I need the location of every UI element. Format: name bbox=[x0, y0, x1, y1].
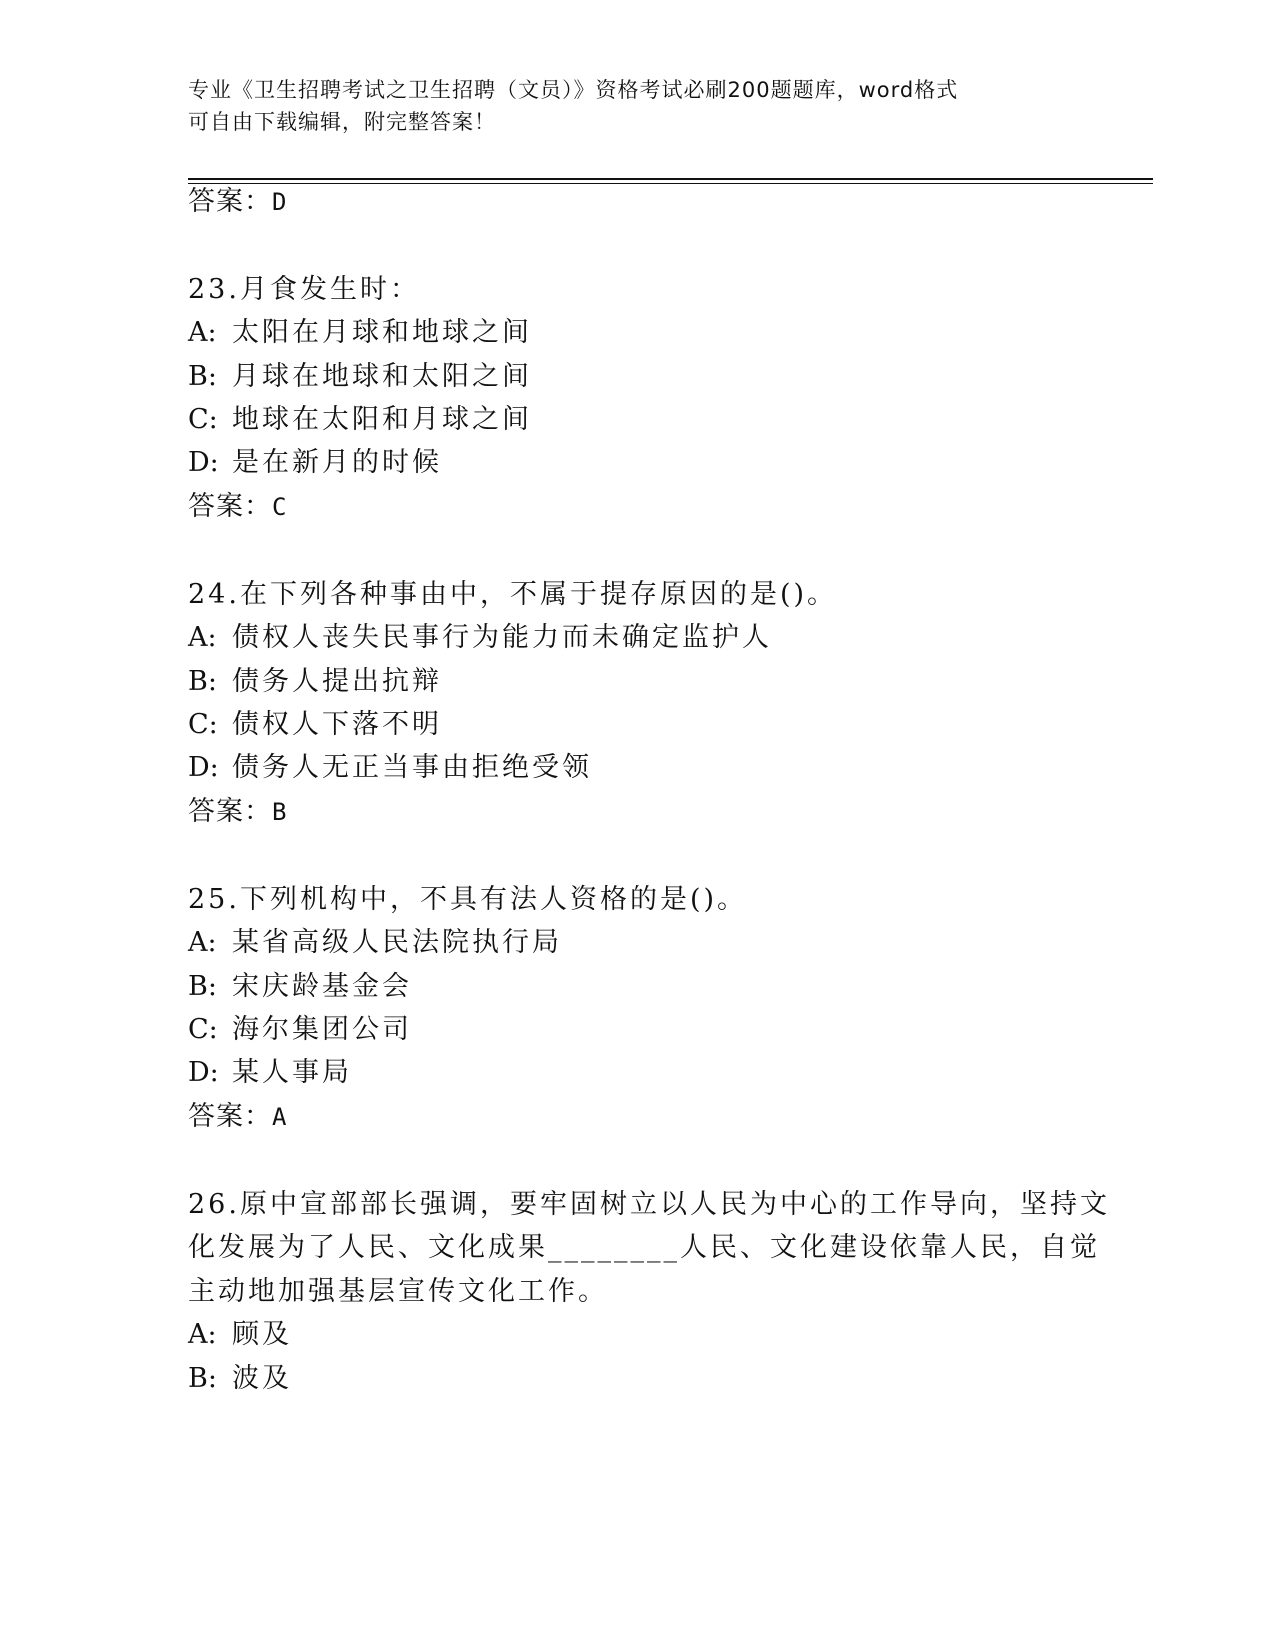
option-text: 顾及 bbox=[232, 1319, 292, 1350]
option-key: D: bbox=[188, 752, 219, 783]
option-text: 是在新月的时候 bbox=[232, 447, 442, 478]
answer-line bbox=[188, 182, 287, 222]
option-key: C: bbox=[188, 1014, 218, 1045]
option-b bbox=[188, 967, 412, 1007]
option-text: 海尔集团公司 bbox=[232, 1014, 412, 1045]
question-stem-line-3: 主动地加强基层宣传文化工作。 bbox=[188, 1276, 608, 1307]
option-key: A: bbox=[188, 317, 217, 348]
option-key: B: bbox=[188, 361, 217, 392]
answer-line bbox=[188, 487, 287, 527]
option-text: 某省高级人民法院执行局 bbox=[232, 927, 562, 958]
option-key: C: bbox=[188, 404, 218, 435]
answer-label: 答案： bbox=[188, 1101, 272, 1132]
option-text: 债权人下落不明 bbox=[232, 709, 442, 740]
question-stem-line-1: 26.原中宣部部长强调，要牢固树立以人民为中心的工作导向，坚持文 bbox=[188, 1189, 1110, 1220]
header-divider-thin bbox=[188, 183, 1153, 184]
question-stem: 24.在下列各种事由中，不属于提存原因的是()。 bbox=[188, 579, 838, 610]
option-text: 波及 bbox=[232, 1363, 292, 1394]
option-b bbox=[188, 1359, 292, 1399]
option-text: 债权人丧失民事行为能力而未确定监护人 bbox=[232, 622, 772, 653]
option-c bbox=[188, 1010, 412, 1050]
answer-value: A bbox=[272, 1103, 288, 1131]
option-d bbox=[188, 1053, 352, 1093]
answer-label: 答案： bbox=[188, 186, 272, 217]
option-key: D: bbox=[188, 1057, 219, 1088]
option-text: 宋庆龄基金会 bbox=[232, 971, 412, 1002]
answer-value: C bbox=[272, 493, 288, 521]
option-c bbox=[188, 705, 442, 745]
option-key: A: bbox=[188, 927, 217, 958]
option-a bbox=[188, 923, 562, 963]
option-text: 太阳在月球和地球之间 bbox=[232, 317, 532, 348]
header-divider bbox=[188, 178, 1153, 180]
answer-line bbox=[188, 1097, 287, 1137]
option-key: A: bbox=[188, 622, 217, 653]
answer-label: 答案： bbox=[188, 491, 272, 522]
option-c bbox=[188, 400, 532, 440]
question-stem-line-2: 化发展为了人民、文化成果________人民、文化建设依靠人民，自觉 bbox=[188, 1232, 1100, 1263]
option-key: D: bbox=[188, 447, 219, 478]
header-line-2: 可自由下载编辑，附完整答案！ bbox=[188, 110, 496, 134]
answer-value: D bbox=[272, 188, 288, 216]
question-stem: 23.月食发生时： bbox=[188, 274, 420, 305]
answer-value: B bbox=[272, 798, 288, 826]
answer-line bbox=[188, 792, 287, 832]
document-header bbox=[188, 74, 1088, 138]
header-line-1: 专业《卫生招聘考试之卫生招聘（文员）》资格考试必刷200题题库，word格式 bbox=[188, 78, 959, 102]
option-key: B: bbox=[188, 1363, 217, 1394]
option-key: A: bbox=[188, 1319, 217, 1350]
option-text: 债务人无正当事由拒绝受领 bbox=[232, 752, 592, 783]
option-d bbox=[188, 443, 442, 483]
option-text: 债务人提出抗辩 bbox=[232, 666, 442, 697]
option-a bbox=[188, 313, 532, 353]
option-b bbox=[188, 357, 532, 397]
option-d bbox=[188, 748, 592, 788]
option-key: B: bbox=[188, 971, 217, 1002]
option-text: 某人事局 bbox=[232, 1057, 352, 1088]
option-text: 地球在太阳和月球之间 bbox=[232, 404, 532, 435]
option-text: 月球在地球和太阳之间 bbox=[232, 361, 532, 392]
option-b bbox=[188, 662, 442, 702]
option-a bbox=[188, 1315, 292, 1355]
option-key: B: bbox=[188, 666, 217, 697]
option-key: C: bbox=[188, 709, 218, 740]
option-a bbox=[188, 618, 772, 658]
question-stem: 25.下列机构中，不具有法人资格的是()。 bbox=[188, 884, 748, 915]
answer-label: 答案： bbox=[188, 796, 272, 827]
